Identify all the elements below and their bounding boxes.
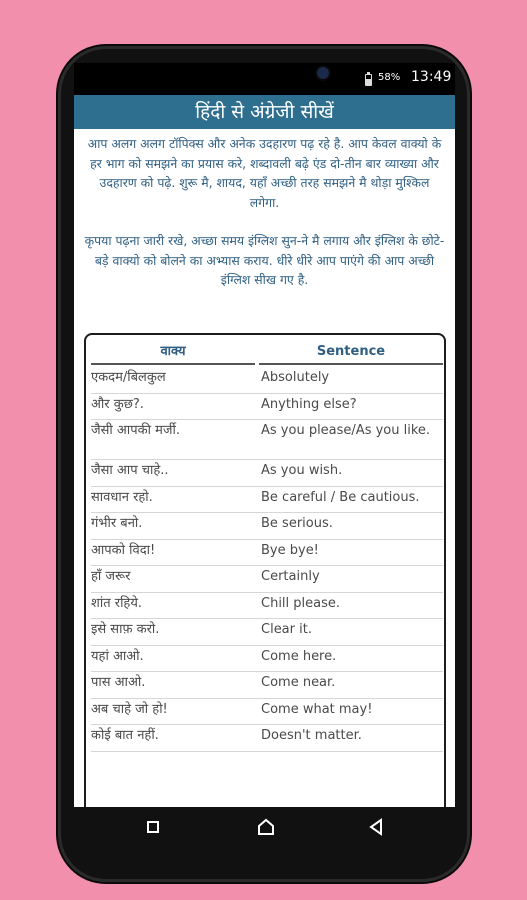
- english-sentence: Clear it.: [261, 622, 312, 637]
- english-sentence: Bye bye!: [261, 542, 319, 558]
- table-header: [91, 341, 443, 363]
- app-screen: [74, 63, 455, 807]
- table-row[interactable]: [91, 645, 443, 673]
- table-row[interactable]: [91, 459, 443, 487]
- hindi-phrase: सावधान रहो.: [91, 489, 153, 505]
- english-sentence: Doesn't matter.: [261, 728, 362, 743]
- hindi-phrase: कोई बात नहीं.: [91, 728, 159, 743]
- table-row[interactable]: [91, 698, 443, 726]
- intro-text: [84, 134, 445, 290]
- home-icon[interactable]: [257, 818, 275, 836]
- hindi-phrase: पास आओ.: [91, 675, 146, 690]
- back-icon[interactable]: [367, 818, 385, 836]
- column-header-sentence: Sentence: [259, 341, 443, 365]
- english-sentence: As you wish.: [261, 463, 343, 478]
- table-row[interactable]: [91, 671, 443, 699]
- battery-percent: 58%: [378, 72, 401, 83]
- hindi-phrase: अब चाहे जो हो!: [91, 701, 168, 717]
- table-row[interactable]: [91, 565, 443, 593]
- hindi-phrase: एकदम/बिलकुल: [91, 370, 166, 385]
- english-sentence: Come near.: [261, 675, 336, 690]
- hindi-phrase: इसे साफ़ करो.: [91, 622, 160, 637]
- english-sentence: Absolutely: [261, 370, 330, 385]
- hindi-phrase: हाँ जरूर: [91, 569, 131, 584]
- hindi-phrase: गंभीर बनो.: [91, 516, 143, 531]
- hindi-phrase: जैसी आपकी मर्जी.: [91, 423, 181, 438]
- phrase-table[interactable]: [84, 333, 446, 807]
- camera-icon: [317, 67, 329, 79]
- table-row[interactable]: [91, 592, 443, 620]
- table-row[interactable]: [91, 366, 443, 394]
- table-row[interactable]: [91, 419, 443, 460]
- english-sentence: Be careful / Be cautious.: [261, 489, 420, 505]
- navigation-bar: [74, 807, 455, 855]
- hindi-phrase: शांत रहिये.: [91, 595, 143, 611]
- hindi-phrase: जैसा आप चाहे..: [91, 463, 169, 478]
- english-sentence: Come what may!: [261, 701, 373, 717]
- english-sentence: Be serious.: [261, 516, 333, 531]
- battery-icon: [365, 74, 372, 86]
- column-header-hindi: वाक्य: [91, 341, 255, 365]
- status-time: 13:49: [411, 69, 452, 85]
- table-row[interactable]: [91, 724, 443, 752]
- app-title: हिंदी से अंग्रेजी सीखें: [195, 101, 334, 123]
- english-sentence: Chill please.: [261, 595, 341, 611]
- english-sentence: Anything else?: [261, 396, 357, 412]
- english-sentence: As you please/As you like.: [261, 423, 431, 438]
- english-sentence: Certainly: [261, 569, 320, 584]
- hindi-phrase: यहां आओ.: [91, 648, 144, 664]
- table-row[interactable]: [91, 393, 443, 421]
- intro-paragraph-1: आप अलग अलग टॉपिक्स और अनेक उदहारण पढ़ रहे है. आप केवल वाक्यो के हर भाग को समझने का प्रयास करे, शब्दावली बढ़े एंड दो-तीन बार व्याख्या और उदहारण को पढ़े. शुरू मै, शायद, यहाँ अच्छी तरह समझने मै थोड़ा मुश्किल लगेगा.: [87, 136, 442, 210]
- table-row[interactable]: [91, 539, 443, 567]
- recent-apps-icon[interactable]: [147, 821, 159, 833]
- table-row[interactable]: [91, 486, 443, 514]
- table-row[interactable]: [91, 618, 443, 646]
- status-bar: [74, 63, 455, 95]
- hindi-phrase: आपको विदा!: [91, 542, 156, 558]
- hindi-phrase: और कुछ?.: [91, 396, 144, 412]
- app-title-bar: [74, 95, 455, 129]
- english-sentence: Come here.: [261, 648, 337, 664]
- table-row[interactable]: [91, 512, 443, 540]
- intro-paragraph-2: कृपया पढ़ना जारी रखे, अच्छा समय इंग्लिश सुन-ने मै लगाय और इंग्लिश के छोटे-बड़े वाक्यो को बोलने का अभ्यास कराय. धीरे धीरे आप पाएंगे की आप अच्छी इंग्लिश सीख गए है.: [84, 233, 445, 287]
